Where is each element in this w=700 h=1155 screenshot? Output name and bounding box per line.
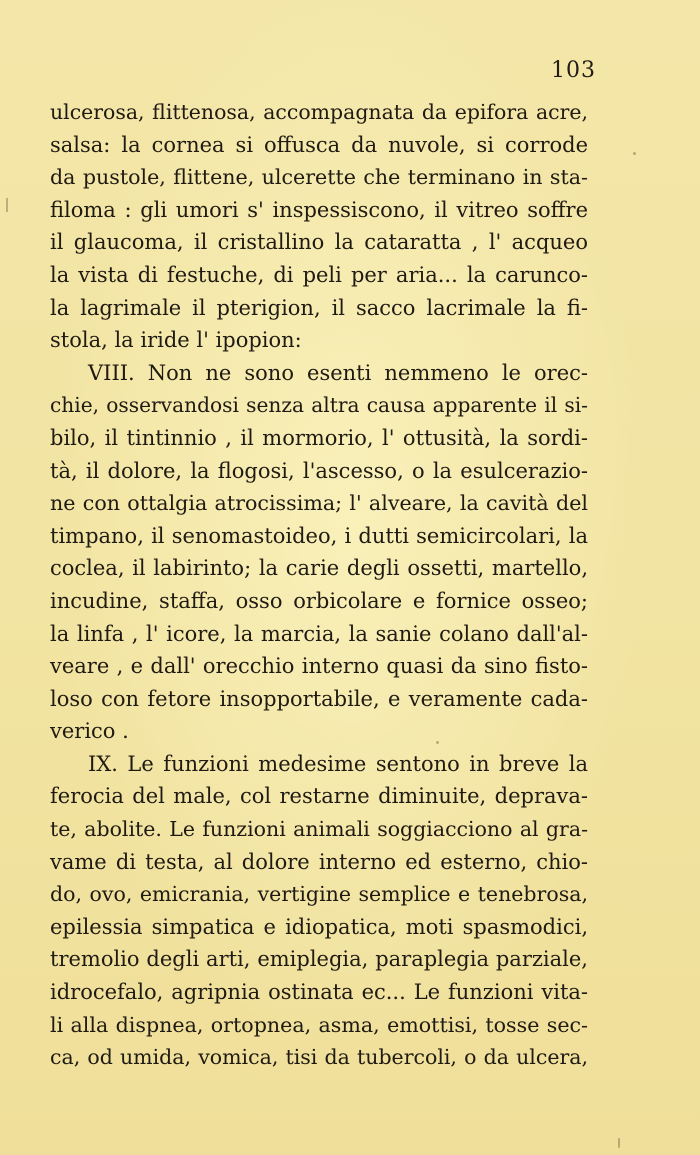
text-line: verico . <box>50 719 129 744</box>
text-line: la vista di festuche, di peli per aria... la carunco- <box>50 262 588 287</box>
text-line: veare , e dall' orecchio interno quasi da sino fisto- <box>50 654 588 679</box>
text-line: bilo, il tintinnio , il mormorio, l' ottusità, la sordi- <box>50 425 588 450</box>
text-line: tà, il dolore, la flogosi, l'ascesso, o la esulcerazio- <box>50 458 588 483</box>
text-line: ferocia del male, col restarne diminuite, deprava- <box>50 784 588 809</box>
text-line: coclea, il labirinto; la carie degli ossetti, martello, <box>50 556 588 581</box>
text-line: vame di testa, al dolore interno ed esterno, chio- <box>50 849 588 874</box>
ink-speck <box>618 1138 620 1148</box>
text-line: epilessia simpatica e idiopatica, moti spasmodici, <box>50 914 588 939</box>
text-line: ca, od umida, vomica, tisi da tubercoli, o da ulcera, <box>50 1045 588 1070</box>
text-line: ulcerosa, flittenosa, accompagnata da epifora acre, <box>50 100 588 124</box>
text-line: il glaucoma, il cristallino la cataratta , l' acqueo <box>50 230 588 255</box>
text-line: filoma : gli umori s' inspessiscono, il vitreo soffre <box>50 197 588 222</box>
text-line: chie, osservandosi senza altra causa apparente il si- <box>50 393 588 418</box>
text-line: loso con fetore insopportabile, e veramente cada- <box>50 686 588 711</box>
text-line: tremolio degli arti, emiplegia, paraplegia parziale, <box>50 947 588 972</box>
text-line: salsa: la cornea si offusca da nuvole, si corrode <box>50 132 588 157</box>
text-line: la lagrimale il pterigion, il sacco lacrimale la fi- <box>50 295 588 320</box>
text-line: timpano, il senomastoideo, i dutti semicircolari, la <box>50 523 588 548</box>
text-line: da pustole, flittene, ulcerette che terminano in sta- <box>50 165 588 190</box>
page-number: 103 <box>551 58 596 83</box>
text-line: stola, la iride l' ipopion: <box>50 328 302 353</box>
body-text <box>50 96 588 1074</box>
text-line: idrocefalo, agripnia ostinata ec... Le funzioni vita- <box>50 980 588 1005</box>
edge-mark <box>6 198 8 212</box>
text-line: ne con ottalgia atrocissima; l' alveare, la cavità del <box>50 491 588 516</box>
section-heading-line: VIII. Non ne sono esenti nemmeno le orec- <box>88 360 588 385</box>
text-line: li alla dispnea, ortopnea, asma, emottisi, tosse sec- <box>50 1012 588 1037</box>
ink-speck <box>633 152 636 155</box>
text-line: incudine, staffa, osso orbicolare e fornice osseo; <box>50 588 588 613</box>
section-heading-line: IX. Le funzioni medesime sentono in breve la <box>88 751 588 776</box>
text-line: do, ovo, emicrania, vertigine semplice e tenebrosa, <box>50 882 588 907</box>
text-line: la linfa , l' icore, la marcia, la sanie colano dall'al- <box>50 621 588 646</box>
text-line: te, abolite. Le funzioni animali soggiacciono al gra- <box>50 817 588 842</box>
